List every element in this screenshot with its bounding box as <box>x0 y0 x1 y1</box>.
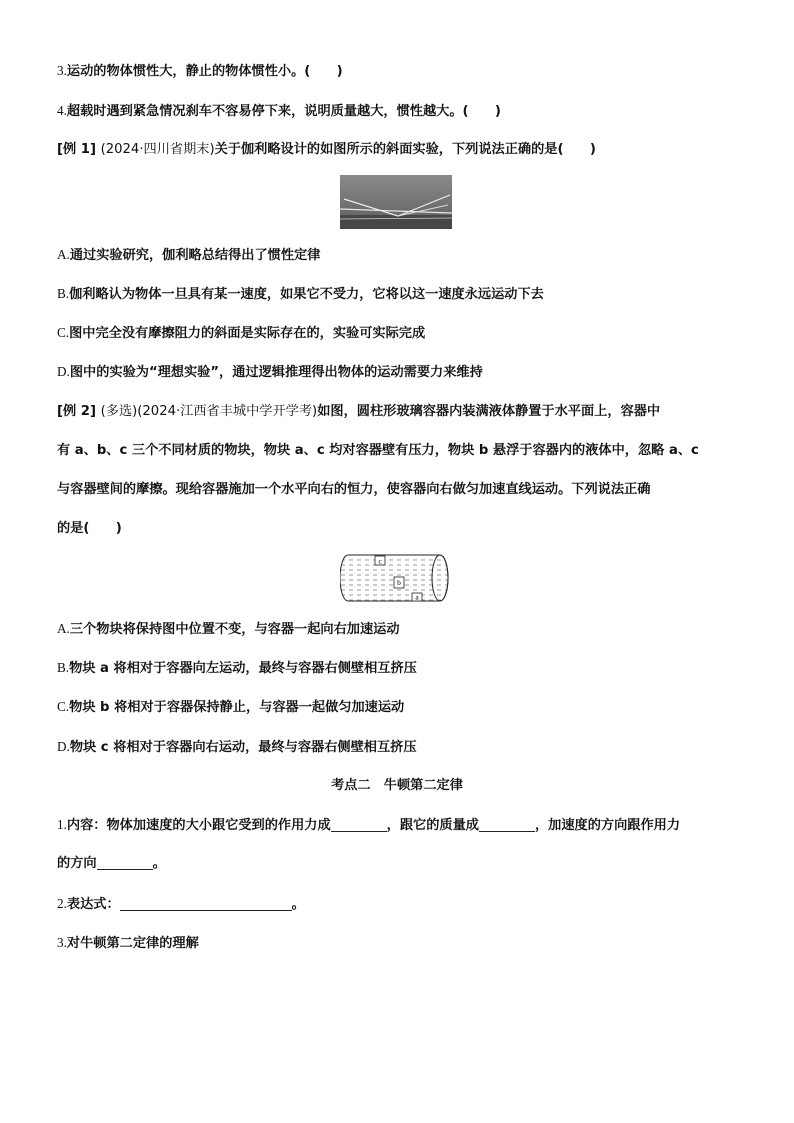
option-letter: D. <box>57 364 70 379</box>
option-letter: B. <box>57 660 70 675</box>
item-text-part-3: ，加速度的方向跟作用力 <box>534 818 681 833</box>
content-item-2 <box>57 895 305 914</box>
example-1-option-d <box>57 363 483 382</box>
answer-blank-2[interactable] <box>479 817 535 832</box>
statement-3 <box>57 62 343 81</box>
item-text-part-2: ，跟它的质量成 <box>386 818 479 833</box>
block-b-label: b <box>397 578 401 587</box>
example-2-option-d <box>57 738 417 757</box>
example-1-stem <box>57 141 596 159</box>
option-letter: B. <box>57 286 70 301</box>
example-2-stem-line-3: 与容器壁间的摩擦。现给容器施加一个水平向右的恒力，使容器向右做匀加速直线运动。下列说法正确 <box>57 482 651 497</box>
option-letter: C. <box>57 325 70 340</box>
option-letter: A. <box>57 247 70 262</box>
statement-text: 运动的物体惯性大，静止的物体惯性小。( ) <box>66 64 343 79</box>
option-text: 物块 b 将相对于容器保持静止，与容器一起做匀加速运动 <box>69 700 405 715</box>
example-tag: [例 1] <box>57 142 97 157</box>
example-1-option-c <box>57 324 425 343</box>
incline-experiment-photo <box>340 175 452 229</box>
option-text: 伽利略认为物体一旦具有某一速度，如果它不受力，它将以这一速度永远运动下去 <box>69 287 544 302</box>
statement-4 <box>57 102 501 121</box>
content-item-1-cont <box>57 855 166 873</box>
item-number: 3. <box>57 935 67 950</box>
example-1-option-a <box>57 246 320 265</box>
item-text-part-4: 的方向 <box>57 856 97 871</box>
example-source: (2024·四川省期末) <box>100 142 215 157</box>
option-text: 通过实验研究，伽利略总结得出了惯性定律 <box>69 248 321 263</box>
example-2-option-b <box>57 659 417 678</box>
statement-number: 3. <box>57 63 67 78</box>
block-c-label: c <box>378 556 382 566</box>
option-text: 物块 c 将相对于容器向右运动，最终与容器右侧壁相互挤压 <box>69 740 417 755</box>
block-a <box>412 593 422 602</box>
example-tag: [例 2] <box>57 404 97 419</box>
content-item-3 <box>57 934 199 953</box>
block-a-label: a <box>415 592 419 602</box>
option-text: 三个物块将保持图中位置不变，与容器一起向右加速运动 <box>69 622 400 637</box>
answer-blank-3[interactable] <box>97 855 153 870</box>
cylinder-container-diagram <box>340 552 452 604</box>
item-text: 对牛顿第二定律的理解 <box>66 936 199 951</box>
expression-blank[interactable] <box>120 896 292 911</box>
option-letter: D. <box>57 739 70 754</box>
content-item-1 <box>57 816 680 835</box>
statement-number: 4. <box>57 103 67 118</box>
example-stem-text: 如图，圆柱形玻璃容器内装满液体静置于水平面上，容器中 <box>317 404 661 419</box>
example-1-option-b <box>57 285 544 304</box>
option-letter: C. <box>57 699 70 714</box>
block-b <box>394 577 404 588</box>
example-2-option-a <box>57 620 400 639</box>
statement-text: 超载时遇到紧急情况刹车不容易停下来，说明质量越大，惯性越大。( ) <box>66 104 501 119</box>
option-text: 物块 a 将相对于容器向左运动，最终与容器右侧壁相互挤压 <box>69 661 417 676</box>
block-c <box>375 556 385 566</box>
example-2-stem-line-1 <box>57 403 660 421</box>
answer-blank-1[interactable] <box>331 817 387 832</box>
example-2-stem-line-4: 的是( ) <box>57 521 122 536</box>
option-text: 图中完全没有摩擦阻力的斜面是实际存在的，实验可实际完成 <box>69 326 426 341</box>
example-source: (多选)(2024·江西省丰城中学开学考) <box>100 404 318 419</box>
item-text-part-1: 内容：物体加速度的大小跟它受到的作用力成 <box>66 818 331 833</box>
item-text-part-5: 。 <box>152 856 166 871</box>
option-letter: A. <box>57 621 70 636</box>
item-number: 1. <box>57 817 67 832</box>
example-stem-text: 关于伽利略设计的如图所示的斜面实验，下列说法正确的是( ) <box>214 142 596 157</box>
section-title: 考点二 牛顿第二定律 <box>331 778 463 793</box>
option-text: 图中的实验为“理想实验”，通过逻辑推理得出物体的运动需要力来维持 <box>69 365 483 380</box>
example-2-option-c <box>57 698 404 717</box>
expression-label: 表达式： <box>66 897 120 912</box>
expression-end: 。 <box>291 897 305 912</box>
example-2-stem-line-2: 有 a、b、c 三个不同材质的物块，物块 a、c 均对容器壁有压力，物块 b 悬浮于容器内的液体中，忽略 a、c <box>57 443 699 458</box>
item-number: 2. <box>57 896 67 911</box>
